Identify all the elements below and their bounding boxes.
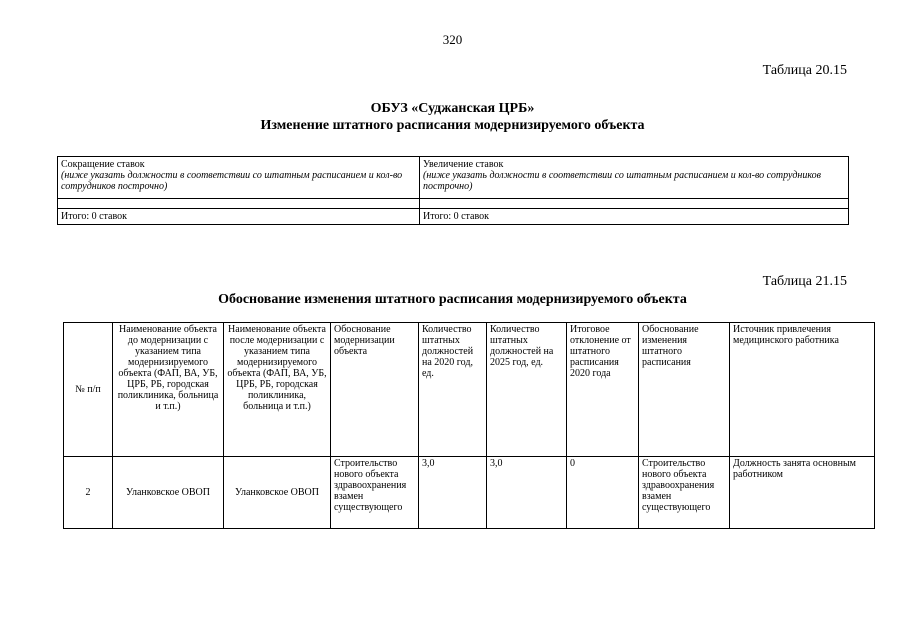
row-count2020: 3,0 xyxy=(419,457,487,529)
header-count2025: Количество штатных должностей на 2025 год, ед. xyxy=(487,323,567,457)
header-reason: Обоснование модернизации объекта xyxy=(331,323,419,457)
table-number-label-2: Таблица 21.15 xyxy=(762,274,847,289)
organization-title: ОБУЗ «Суджанская ЦРБ» xyxy=(370,101,535,116)
row-deviation: 0 xyxy=(567,457,639,529)
row-count2025: 3,0 xyxy=(487,457,567,529)
reduction-header-cell xyxy=(58,157,420,199)
justification-table-title: Обоснование изменения штатного расписания модернизируемого объекта xyxy=(218,292,687,307)
row-after: Уланковское ОВОП xyxy=(224,457,331,529)
table-subtitle: Изменение штатного расписания модернизируемого объекта xyxy=(260,118,645,133)
row-before: Уланковское ОВОП xyxy=(113,457,224,529)
page-number: 320 xyxy=(442,32,463,47)
header-deviation: Итоговое отклонение от штатного расписания 2020 года xyxy=(567,323,639,457)
increase-header: Увеличение ставок xyxy=(423,159,504,170)
staff-change-table xyxy=(57,156,849,225)
row-source: Должность занята основным работником xyxy=(730,457,875,529)
header-num: № п/п xyxy=(64,323,113,457)
header-after: Наименование объекта после модернизации с указанием типа модернизируемого объекта (ФАП, ВА, УБ, ЦРБ, РБ, городская поликлиника, больница и т.п.) xyxy=(224,323,331,457)
table-row xyxy=(64,457,875,529)
header-source: Источник привлечения медицинского работника xyxy=(730,323,875,457)
row-reason: Строительство нового объекта здравоохранения взамен существующего xyxy=(331,457,419,529)
increase-note: (ниже указать должности в соответствии со штатным расписанием и кол-во сотрудников построчно) xyxy=(423,170,822,192)
reduction-header: Сокращение ставок xyxy=(61,159,145,170)
table-number-label: Таблица 20.15 xyxy=(762,63,847,78)
increase-total: Итого: 0 ставок xyxy=(420,209,849,225)
reduction-note: (ниже указать должности в соответствии со штатным расписанием и кол-во сотрудников построчно) xyxy=(61,170,403,192)
empty-cell xyxy=(58,199,420,209)
header-before: Наименование объекта до модернизации с указанием типа модернизируемого объекта (ФАП, ВА, УБ, ЦРБ, РБ, городская поликлиника, больница и т.п.) xyxy=(113,323,224,457)
increase-header-cell xyxy=(420,157,849,199)
header-count2020: Количество штатных должностей на 2020 год, ед. xyxy=(419,323,487,457)
empty-cell xyxy=(420,199,849,209)
row-justification: Строительство нового объекта здравоохранения взамен существующего xyxy=(639,457,730,529)
reduction-total: Итого: 0 ставок xyxy=(58,209,420,225)
header-justification: Обоснование изменения штатного расписания xyxy=(639,323,730,457)
justification-table xyxy=(63,322,875,529)
row-num: 2 xyxy=(64,457,113,529)
